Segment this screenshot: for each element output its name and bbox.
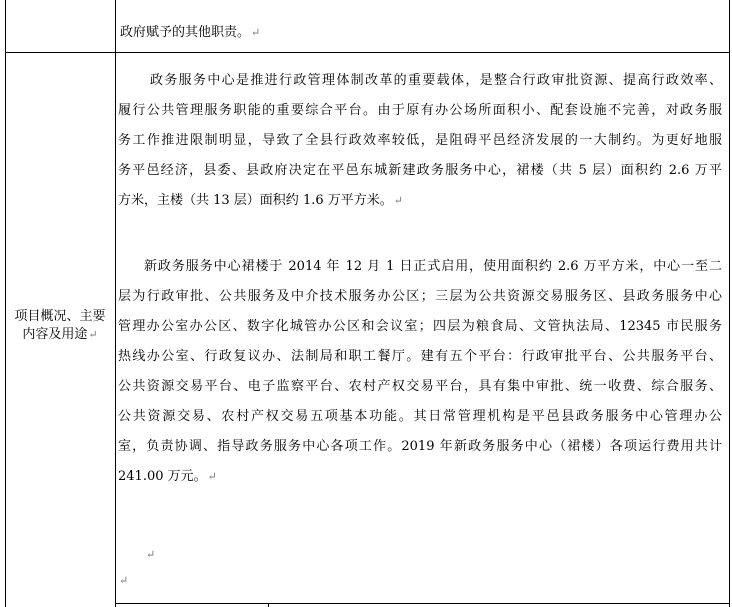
paragraph-line: 室，负责协调、指导政务服务中心各项工作。2019 年新政务服务中心（裙楼）各项运行费用共计 <box>118 439 722 454</box>
empty-paragraph-mark: ↵ <box>146 548 156 561</box>
paragraph-mark: ↵ <box>393 194 403 207</box>
paragraph-line: 方米，主楼（共 13 层）面积约 1.6 万平方米。↵ <box>118 193 403 208</box>
paragraph-line: 241.00 万元。↵ <box>118 469 217 484</box>
row-label-project-overview <box>6 308 114 344</box>
paragraph-2 <box>118 252 722 492</box>
paragraph-mark: ↵ <box>207 470 217 483</box>
table-column-divider <box>115 0 116 607</box>
row-label-line-2: 内容及用途 <box>22 327 88 342</box>
row-label-line-1: 项目概况、主要 <box>14 309 106 324</box>
paragraph-line: 热线办公室、行政复议办、法制局和职工餐厅。建有五个平台：行政审批平台、公共服务平台、 <box>118 349 722 364</box>
paragraph-mark: ↵ <box>88 328 98 341</box>
paragraph-line: 务平邑经济，县委、县政府决定在平邑东城新建政务服务中心，裙楼（共 5 层）面积约 2.6 万平 <box>118 163 722 178</box>
empty-paragraph-mark: ↵ <box>119 574 129 587</box>
table-border-right <box>729 0 730 607</box>
paragraph-1 <box>118 66 722 216</box>
paragraph-line: 公共资源交易平台、电子监察平台、农村产权交易平台，具有集中审批、统一收费、综合服务、 <box>118 379 722 394</box>
paragraph-line: 政务服务中心是推进行政管理体制改革的重要载体，是整合行政审批资源、提高行政效率、 <box>150 73 722 88</box>
top-row-cell <box>120 20 260 46</box>
paragraph-mark: ↵ <box>251 26 261 39</box>
table-row-divider <box>5 52 730 53</box>
paragraph-line: 务工作推进限制明显，导致了全县行政效率较低，是阻碍平邑经济发展的一大制约。为更好地服 <box>118 133 722 148</box>
table-row-divider-bottom <box>115 603 730 604</box>
top-row-text: 政府赋予的其他职责。 <box>120 25 251 40</box>
paragraph-line: 公共资源交易、农村产权交易五项基本功能。其日常管理机构是平邑县政务服务中心管理办公 <box>118 409 722 424</box>
table-bottom-cell-divider <box>268 603 269 607</box>
paragraph-line: 履行公共管理服务职能的重要综合平台。由于原有办公场所面积小、配套设施不完善，对政务服 <box>118 103 722 118</box>
table-border-left <box>5 0 6 607</box>
paragraph-line: 层为行政审批、公共服务及中介技术服务办公区；三层为公共资源交易服务区、县政务服务中心 <box>118 289 722 304</box>
paragraph-line: 新政务服务中心裙楼于 2014 年 12 月 1 日正式启用，使用面积约 2.6 万平方米，中心一至二 <box>144 259 722 274</box>
paragraph-line: 管理办公室办公区、数字化城管办公区和会议室；四层为粮食局、文管执法局、12345 市民服务 <box>118 319 722 334</box>
